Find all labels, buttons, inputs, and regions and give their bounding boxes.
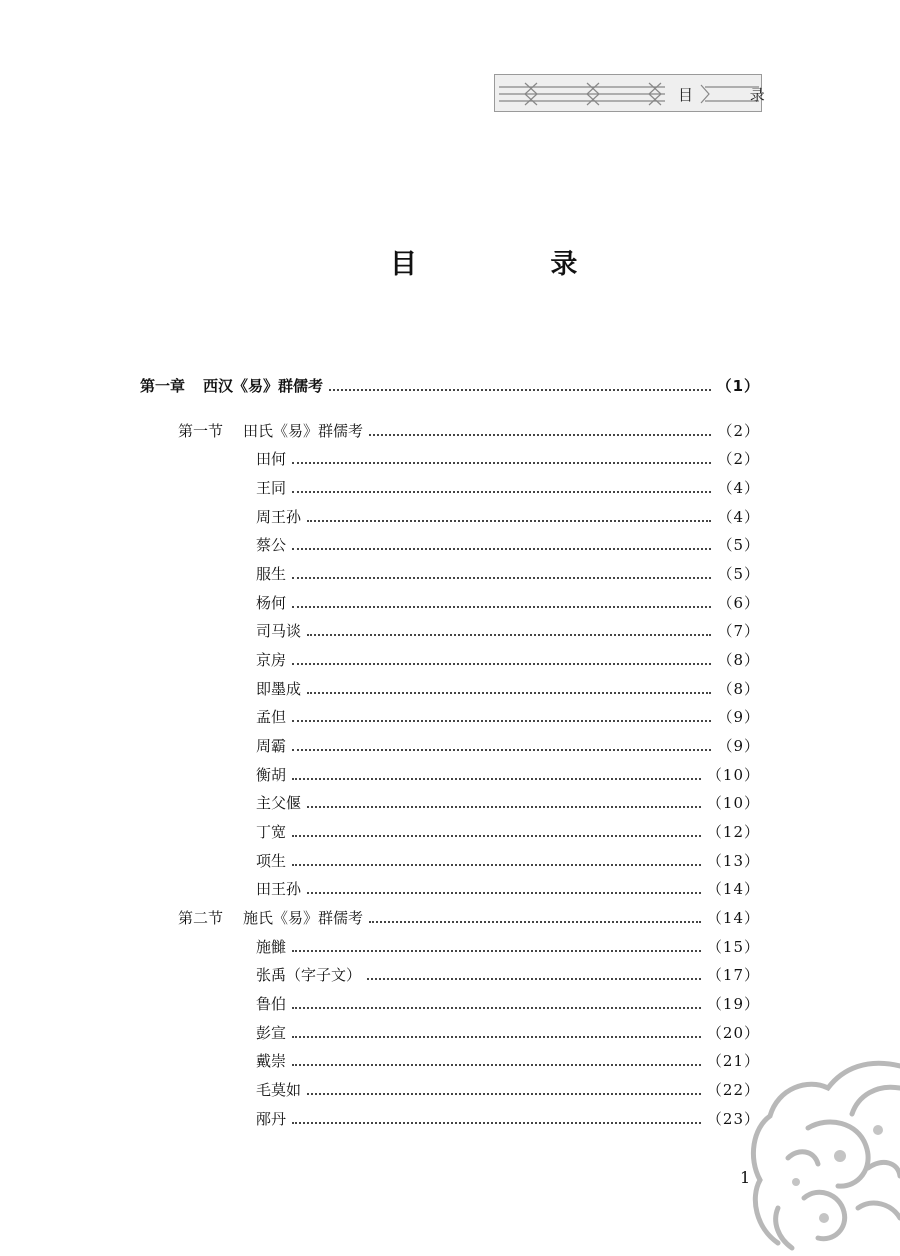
toc-entry-row[interactable] — [256, 991, 760, 1015]
toc-entry-row[interactable] — [256, 790, 760, 814]
dot-leader — [292, 1007, 701, 1009]
toc-entry-row[interactable] — [256, 733, 760, 757]
dot-leader — [307, 806, 701, 808]
page-ref: （5） — [717, 535, 760, 554]
entry-label: 鲁伯 — [256, 994, 287, 1013]
entry-label: 周王孙 — [256, 507, 302, 526]
dot-leader — [292, 720, 711, 722]
page-ref: （20） — [706, 1023, 760, 1042]
entry-label: 蔡公 — [256, 535, 287, 554]
toc-entry-row[interactable] — [256, 504, 760, 528]
page-ref: （10） — [706, 793, 760, 812]
section-label: 施氏《易》群儒考 — [243, 908, 364, 927]
toc-entry-row[interactable] — [256, 962, 760, 986]
page-ref: （2） — [717, 449, 760, 468]
toc-entry-row[interactable] — [256, 1077, 760, 1101]
toc-entry-row[interactable] — [256, 1048, 760, 1072]
entry-label: 杨何 — [256, 593, 287, 612]
dot-leader — [292, 778, 701, 780]
dot-leader — [292, 663, 711, 665]
toc-entry-row[interactable] — [256, 762, 760, 786]
page-ref: （8） — [717, 650, 760, 669]
dot-leader — [307, 520, 711, 522]
page-ref: （14） — [706, 879, 760, 898]
dot-leader — [307, 1093, 701, 1095]
page-ref: （6） — [717, 593, 760, 612]
dot-leader — [292, 462, 711, 464]
entry-label: 司马谈 — [256, 621, 302, 640]
page-ref: （21） — [706, 1051, 760, 1070]
toc-entry-row[interactable] — [256, 704, 760, 728]
page-ref: （1） — [716, 376, 760, 395]
corner-ornament-icon — [748, 1058, 900, 1256]
entry-label: 丁宽 — [256, 822, 287, 841]
page-ref: （4） — [717, 507, 760, 526]
entry-label: 孟但 — [256, 707, 287, 726]
entry-label: 彭宣 — [256, 1023, 287, 1042]
dot-leader — [307, 634, 711, 636]
dot-leader — [292, 1122, 701, 1124]
toc-entry-row[interactable] — [256, 934, 760, 958]
page-ref: （9） — [717, 707, 760, 726]
entry-label: 戴崇 — [256, 1051, 287, 1070]
running-header-text: 目 录 — [678, 86, 791, 104]
dot-leader — [307, 892, 701, 894]
toc-chapter-row[interactable] — [140, 373, 760, 397]
page-number: 1 — [740, 1168, 751, 1187]
dot-leader — [292, 864, 701, 866]
toc-entry-row[interactable] — [256, 876, 760, 900]
entry-label: 衡胡 — [256, 765, 287, 784]
dot-leader — [292, 749, 711, 751]
dot-leader — [369, 434, 711, 436]
toc-entry-row[interactable] — [256, 647, 760, 671]
toc-entry-row[interactable] — [256, 676, 760, 700]
toc-entry-row[interactable] — [256, 532, 760, 556]
dot-leader — [292, 548, 711, 550]
dot-leader — [292, 577, 711, 579]
entry-label: 主父偃 — [256, 793, 302, 812]
section-number: 第一节 — [178, 421, 224, 440]
dot-leader — [292, 950, 701, 952]
entry-label: 京房 — [256, 650, 287, 669]
page-ref: （17） — [706, 965, 760, 984]
page-ref: （5） — [717, 564, 760, 583]
dot-leader — [329, 389, 711, 391]
entry-label: 项生 — [256, 851, 287, 870]
toc-entry-row[interactable] — [256, 561, 760, 585]
entry-label: 施雠 — [256, 937, 287, 956]
page-ref: （22） — [706, 1080, 760, 1099]
dot-leader — [292, 606, 711, 608]
dot-leader — [292, 1036, 701, 1038]
toc-entry-row[interactable] — [256, 819, 760, 843]
dot-leader — [292, 835, 701, 837]
toc-entry-row[interactable] — [256, 446, 760, 470]
page-ref: （10） — [706, 765, 760, 784]
toc-entry-row[interactable] — [256, 848, 760, 872]
entry-label: 毛莫如 — [256, 1080, 302, 1099]
entry-label: 即墨成 — [256, 679, 302, 698]
entry-label: 邴丹 — [256, 1109, 287, 1128]
toc-entry-row[interactable] — [256, 590, 760, 614]
dot-leader — [307, 692, 711, 694]
chapter-number: 第一章 西汉《易》群儒考 — [140, 376, 324, 395]
dot-leader — [292, 1064, 701, 1066]
page-ref: （12） — [706, 822, 760, 841]
toc-section-row[interactable] — [178, 905, 760, 929]
page-ref: （15） — [706, 937, 760, 956]
page-ref: （8） — [717, 679, 760, 698]
section-label: 田氏《易》群儒考 — [243, 421, 364, 440]
page-ref: （2） — [717, 421, 760, 440]
page-ref: （13） — [706, 851, 760, 870]
toc-entry-row[interactable] — [256, 1106, 760, 1130]
toc-section-row[interactable] — [178, 418, 760, 442]
entry-label: 服生 — [256, 564, 287, 583]
entry-label: 田何 — [256, 449, 287, 468]
page-ref: （19） — [706, 994, 760, 1013]
page-title: 目 录 — [390, 249, 640, 280]
dot-leader — [292, 491, 711, 493]
page-ref: （23） — [706, 1109, 760, 1128]
entry-label: 田王孙 — [256, 879, 302, 898]
section-number: 第二节 — [178, 908, 224, 927]
page-ref: （14） — [706, 908, 760, 927]
page-ref: （7） — [717, 621, 760, 640]
dot-leader — [367, 978, 701, 980]
toc-entry-row[interactable] — [256, 1020, 760, 1044]
toc-entry-row[interactable] — [256, 475, 760, 499]
entry-label: 王同 — [256, 478, 287, 497]
toc-entry-row[interactable] — [256, 618, 760, 642]
dot-leader — [369, 921, 701, 923]
page-ref: （4） — [717, 478, 760, 497]
entry-label: 周霸 — [256, 736, 287, 755]
page-ref: （9） — [717, 736, 760, 755]
entry-label: 张禹（字子文） — [256, 965, 362, 984]
